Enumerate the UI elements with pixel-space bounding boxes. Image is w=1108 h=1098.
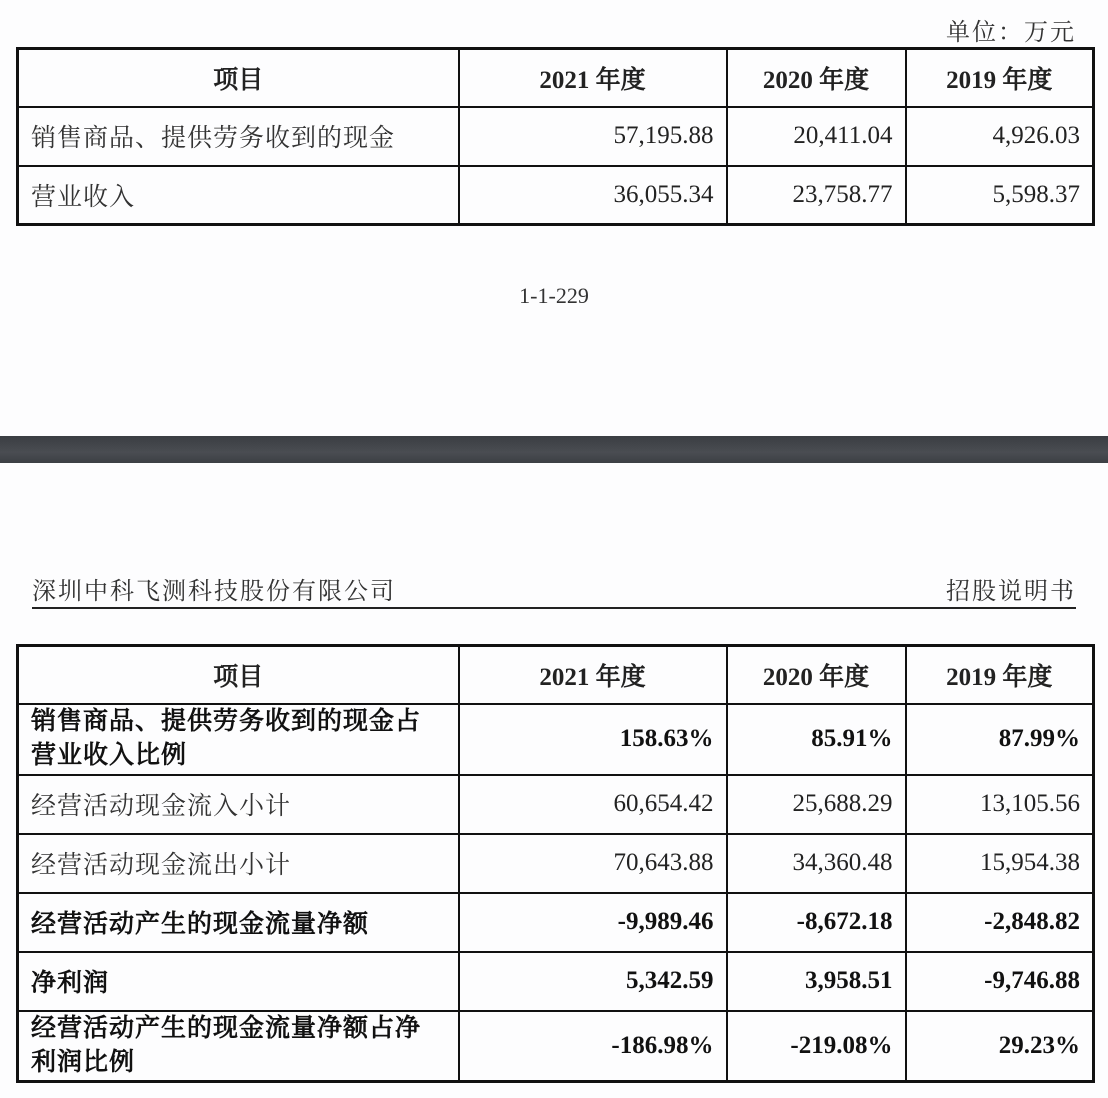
company-name: 深圳中科飞测科技股份有限公司 — [32, 579, 396, 605]
value-2020: 3,958.51 — [727, 952, 906, 1011]
value-2019: 4,926.03 — [906, 107, 1094, 166]
value-2019: 15,954.38 — [906, 834, 1094, 893]
row-label: 经营活动产生的现金流量净额 — [18, 893, 459, 952]
value-2020: -8,672.18 — [727, 893, 906, 952]
row-label: 销售商品、提供劳务收到的现金 — [18, 107, 459, 166]
table-header-row — [18, 646, 1094, 704]
value-2019: 87.99% — [906, 704, 1094, 775]
value-2019: 29.23% — [906, 1011, 1094, 1082]
document-header — [32, 571, 1076, 609]
operating-cashflow-table — [16, 644, 1095, 1083]
document-type: 招股说明书 — [946, 579, 1076, 605]
value-2020: -219.08% — [727, 1011, 906, 1082]
value-2019: 5,598.37 — [906, 166, 1094, 225]
value-2020: 20,411.04 — [727, 107, 906, 166]
table-row — [18, 1011, 1094, 1082]
value-2020: 23,758.77 — [727, 166, 906, 225]
header-2021: 2021 年度 — [459, 646, 727, 704]
value-2019: -9,746.88 — [906, 952, 1094, 1011]
page-number: 1-1-229 — [519, 283, 589, 308]
row-label: 经营活动现金流入小计 — [18, 775, 459, 834]
table-header-row — [18, 49, 1094, 107]
value-2021: -186.98% — [459, 1011, 727, 1082]
document-page-top — [0, 0, 1108, 436]
value-2021: 60,654.42 — [459, 775, 727, 834]
table-row — [18, 893, 1094, 952]
row-label: 营业收入 — [18, 166, 459, 225]
unit-label: 单位：万元 — [946, 20, 1076, 46]
table-row — [18, 166, 1094, 225]
header-2019: 2019 年度 — [906, 646, 1094, 704]
header-2020: 2020 年度 — [727, 646, 906, 704]
value-2021: 57,195.88 — [459, 107, 727, 166]
header-2019: 2019 年度 — [906, 49, 1094, 107]
value-2020: 25,688.29 — [727, 775, 906, 834]
table-row — [18, 952, 1094, 1011]
revenue-cash-table — [16, 47, 1095, 226]
value-2020: 85.91% — [727, 704, 906, 775]
table-row — [18, 704, 1094, 775]
row-label: 经营活动产生的现金流量净额占净利润比例 — [18, 1011, 459, 1082]
header-item: 项目 — [18, 49, 459, 107]
value-2021: 70,643.88 — [459, 834, 727, 893]
header-2020: 2020 年度 — [727, 49, 906, 107]
header-item: 项目 — [18, 646, 459, 704]
page-separator — [0, 436, 1108, 463]
table-row — [18, 775, 1094, 834]
value-2019: 13,105.56 — [906, 775, 1094, 834]
value-2019: -2,848.82 — [906, 893, 1094, 952]
row-label: 经营活动现金流出小计 — [18, 834, 459, 893]
table-row — [18, 107, 1094, 166]
document-page-bottom — [0, 463, 1108, 1098]
header-2021: 2021 年度 — [459, 49, 727, 107]
row-label: 销售商品、提供劳务收到的现金占营业收入比例 — [18, 704, 459, 775]
value-2020: 34,360.48 — [727, 834, 906, 893]
value-2021: 5,342.59 — [459, 952, 727, 1011]
value-2021: -9,989.46 — [459, 893, 727, 952]
value-2021: 36,055.34 — [459, 166, 727, 225]
table-row — [18, 834, 1094, 893]
row-label: 净利润 — [18, 952, 459, 1011]
value-2021: 158.63% — [459, 704, 727, 775]
